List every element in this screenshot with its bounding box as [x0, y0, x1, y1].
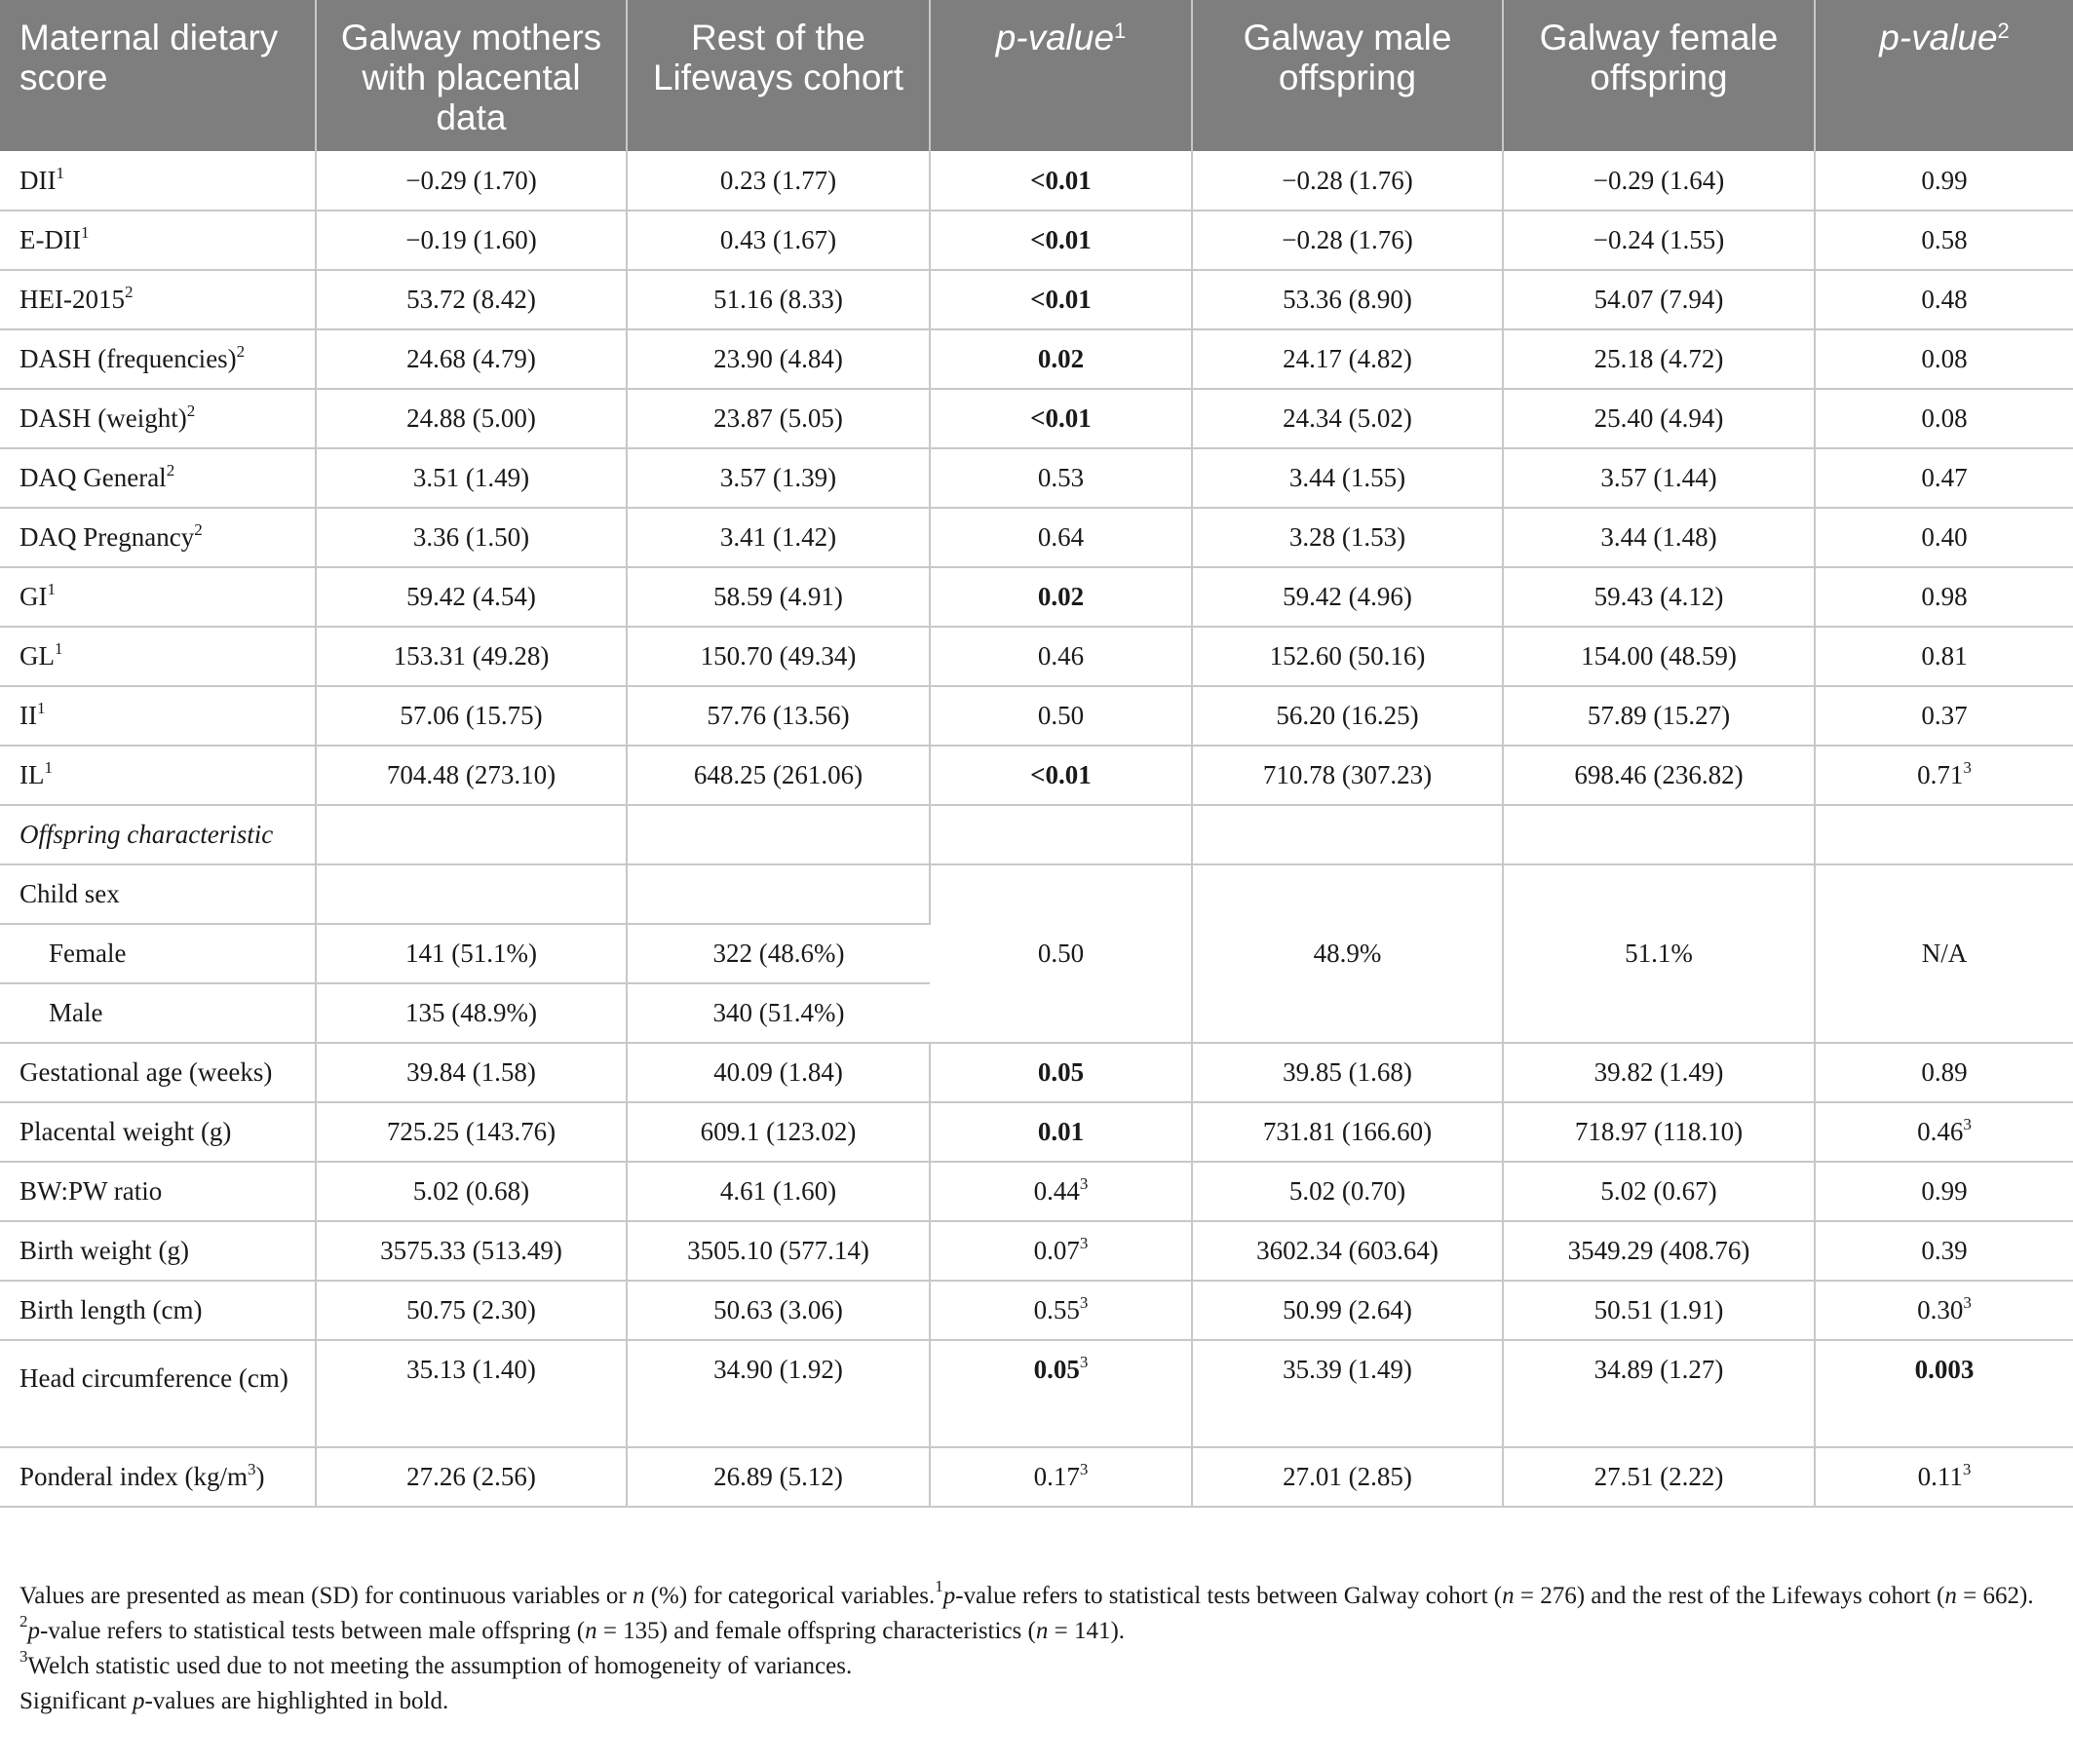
cell-rest: 51.16 (8.33)	[627, 270, 930, 329]
cell-galway: 135 (48.9%)	[316, 983, 627, 1043]
empty-cell	[1503, 805, 1815, 864]
cell-p-value-1	[930, 270, 1192, 329]
cell-p-value-2	[1815, 1221, 2073, 1281]
cell-p-value-1: 0.50	[930, 864, 1192, 1043]
section-label: Offspring characteristic	[0, 805, 316, 864]
cell-p-value-1	[930, 448, 1192, 508]
cell-male: 27.01 (2.85)	[1192, 1447, 1503, 1507]
p-value-text: 0.64	[1037, 522, 1085, 552]
cell-galway: 3575.33 (513.49)	[316, 1221, 627, 1281]
cell-female: −0.24 (1.55)	[1503, 211, 1815, 270]
p-value-text: 0.02	[1037, 582, 1085, 611]
row-label: Female	[0, 924, 316, 983]
cell-female: 34.89 (1.27)	[1503, 1340, 1815, 1447]
cell-male: −0.28 (1.76)	[1192, 211, 1503, 270]
cell-p-value-1	[930, 389, 1192, 448]
p-value-text: 0.30	[1917, 1295, 1964, 1324]
cell-female: 50.51 (1.91)	[1503, 1281, 1815, 1340]
cell-p-value-1	[930, 151, 1192, 211]
cell-rest: 150.70 (49.34)	[627, 627, 930, 686]
p-value-text: 0.01	[1037, 1117, 1085, 1146]
cell-p-value-1	[930, 567, 1192, 627]
cell-galway: −0.19 (1.60)	[316, 211, 627, 270]
header-rest-cohort: Rest of the Lifeways cohort	[627, 0, 930, 151]
table-row	[0, 746, 2073, 805]
footnote-marker: 2	[236, 342, 246, 361]
cell-galway: 153.31 (49.28)	[316, 627, 627, 686]
empty-cell	[316, 805, 627, 864]
child-sex-label: Child sex	[0, 864, 316, 924]
p-value-text: <0.01	[1030, 285, 1092, 314]
footnote-marker: 3	[1079, 1293, 1089, 1312]
table-row	[0, 389, 2073, 448]
cell-female: 57.89 (15.27)	[1503, 686, 1815, 746]
cell-female: 54.07 (7.94)	[1503, 270, 1815, 329]
empty-cell	[1815, 805, 2073, 864]
cell-p-value-2	[1815, 746, 2073, 805]
cell-p-value-2	[1815, 1281, 2073, 1340]
p-value-text: 0.48	[1921, 285, 1968, 314]
p-value-text: 0.71	[1917, 760, 1964, 789]
footnote-marker: 3	[1963, 1115, 1972, 1133]
p-value-text: 0.98	[1921, 582, 1968, 611]
cell-female: 25.18 (4.72)	[1503, 329, 1815, 389]
cell-male: 56.20 (16.25)	[1192, 686, 1503, 746]
cell-rest: 34.90 (1.92)	[627, 1340, 930, 1447]
row-label-text: BW:PW ratio	[19, 1176, 163, 1206]
cell-rest: 4.61 (1.60)	[627, 1162, 930, 1221]
header-galway-male: Galway male offspring	[1192, 0, 1503, 151]
footnote-values: Values are presented as mean (SD) for continuous variables or n (%) for categorical variables.$^1$p-value refers to statistical tests between Galway cohort (n = 276) and the rest of the Lifeways cohort (n = 662).	[19, 1577, 2034, 1609]
footnote-marker: 2	[194, 520, 203, 539]
cell-female: 5.02 (0.67)	[1503, 1162, 1815, 1221]
cell-male: −0.28 (1.76)	[1192, 151, 1503, 211]
cell-galway: 3.51 (1.49)	[316, 448, 627, 508]
cell-female: 25.40 (4.94)	[1503, 389, 1815, 448]
cell-female: 3549.29 (408.76)	[1503, 1221, 1815, 1281]
row-label	[0, 448, 316, 508]
row-label-text: DII	[19, 165, 57, 195]
p-value-text: <0.01	[1030, 760, 1092, 789]
p-value-text: <0.01	[1030, 225, 1092, 254]
row-label	[0, 389, 316, 448]
cell-galway: 5.02 (0.68)	[316, 1162, 627, 1221]
table-row	[0, 627, 2073, 686]
row-label	[0, 1281, 316, 1340]
cell-rest: 3505.10 (577.14)	[627, 1221, 930, 1281]
cell-p-value-1	[930, 1340, 1192, 1447]
cell-male: 48.9%	[1192, 864, 1503, 1043]
empty-cell	[1192, 805, 1503, 864]
cell-p-value-2: N/A	[1815, 864, 2073, 1043]
row-label-text: HEI-2015	[19, 285, 125, 314]
cell-rest: 23.90 (4.84)	[627, 329, 930, 389]
p-value-text: 0.89	[1921, 1057, 1968, 1087]
cell-p-value-2	[1815, 567, 2073, 627]
cell-p-value-2	[1815, 211, 2073, 270]
row-label-text: Gestational age (weeks)	[19, 1057, 273, 1087]
cell-rest: 340 (51.4%)	[627, 983, 930, 1043]
cell-male: 59.42 (4.96)	[1192, 567, 1503, 627]
row-label	[0, 627, 316, 686]
row-label-text: Head circumference (cm)	[19, 1363, 288, 1393]
row-label	[0, 686, 316, 746]
cell-p-value-1	[930, 1043, 1192, 1102]
p-value-text: 0.05	[1033, 1355, 1080, 1384]
header-p-value-1: p-value$^1$	[930, 0, 1192, 151]
cell-p-value-2	[1815, 329, 2073, 389]
cell-male: 35.39 (1.49)	[1192, 1340, 1503, 1447]
cell-female: 718.97 (118.10)	[1503, 1102, 1815, 1162]
footnote-marker: 3	[1962, 1460, 1972, 1478]
cell-rest: 0.43 (1.67)	[627, 211, 930, 270]
cell-male: 3.28 (1.53)	[1192, 508, 1503, 567]
cell-p-value-2	[1815, 686, 2073, 746]
cell-rest: 58.59 (4.91)	[627, 567, 930, 627]
cell-p-value-1	[930, 746, 1192, 805]
cell-male: 39.85 (1.68)	[1192, 1043, 1503, 1102]
p-value-text: 0.39	[1921, 1236, 1968, 1265]
row-label-text: IL	[19, 760, 45, 789]
cell-p-value-1	[930, 508, 1192, 567]
table-row	[0, 508, 2073, 567]
table-row	[0, 1162, 2073, 1221]
cell-galway: 35.13 (1.40)	[316, 1340, 627, 1447]
cell-male: 5.02 (0.70)	[1192, 1162, 1503, 1221]
cell-p-value-1	[930, 1281, 1192, 1340]
cell-p-value-2	[1815, 1340, 2073, 1447]
row-label	[0, 1102, 316, 1162]
table-row	[0, 1340, 2073, 1447]
row-label	[0, 1162, 316, 1221]
cell-galway: 24.68 (4.79)	[316, 329, 627, 389]
cell-female: 39.82 (1.49)	[1503, 1043, 1815, 1102]
p-value-text: 0.99	[1921, 165, 1968, 195]
table-row	[0, 151, 2073, 211]
p-value-text: 0.50	[1037, 701, 1085, 730]
header-p-value-2: p-value$^2$	[1815, 0, 2073, 151]
cell-galway: 59.42 (4.54)	[316, 567, 627, 627]
row-label-text: Ponderal index (kg/m	[19, 1462, 248, 1491]
cell-galway: 53.72 (8.42)	[316, 270, 627, 329]
footnote-marker: 3	[1963, 758, 1972, 777]
table-row	[0, 1043, 2073, 1102]
row-label	[0, 1221, 316, 1281]
footnote-marker: 3	[1963, 1293, 1972, 1312]
p-value-text: 0.08	[1921, 403, 1968, 433]
cell-rest: 3.57 (1.39)	[627, 448, 930, 508]
footnote-marker: 1	[55, 639, 63, 658]
cell-female: 3.44 (1.48)	[1503, 508, 1815, 567]
row-label-end: )	[255, 1462, 265, 1491]
table-footnotes	[19, 1579, 2056, 1719]
p-value-text: 0.17	[1033, 1462, 1080, 1491]
footnote-2: $^2$p-value refers to statistical tests between male offspring (n = 135) and female offspring characteristics (n = 141).	[19, 1612, 1126, 1644]
row-label	[0, 746, 316, 805]
row-label-text: Placental weight (g)	[19, 1117, 232, 1146]
p-value-text: 0.99	[1921, 1176, 1968, 1206]
cell-galway: 39.84 (1.58)	[316, 1043, 627, 1102]
empty-cell	[627, 805, 930, 864]
cell-male: 53.36 (8.90)	[1192, 270, 1503, 329]
p-value-text: 0.55	[1033, 1295, 1080, 1324]
footnote-4: Significant p-values are highlighted in bold.	[19, 1688, 449, 1714]
footnote-marker: 2	[166, 461, 175, 479]
cell-male: 24.34 (5.02)	[1192, 389, 1503, 448]
p-value-text: 0.11	[1917, 1462, 1963, 1491]
footnote-marker: 1	[80, 223, 90, 242]
cell-p-value-2	[1815, 627, 2073, 686]
header-maternal-score: Maternal dietary score	[0, 0, 316, 151]
header-galway-female: Galway female offspring	[1503, 0, 1815, 151]
cell-p-value-2	[1815, 508, 2073, 567]
row-label	[0, 1447, 316, 1507]
row-label-text: DAQ General	[19, 463, 167, 492]
p-value-text: 0.37	[1921, 701, 1968, 730]
p-value-text: 0.46	[1037, 641, 1085, 671]
p-value-text: 0.58	[1921, 225, 1968, 254]
cell-male: 710.78 (307.23)	[1192, 746, 1503, 805]
cell-galway: 141 (51.1%)	[316, 924, 627, 983]
p-value-text: 0.81	[1921, 641, 1968, 671]
cell-male: 731.81 (166.60)	[1192, 1102, 1503, 1162]
cell-rest: 50.63 (3.06)	[627, 1281, 930, 1340]
p-value-text: 0.46	[1917, 1117, 1964, 1146]
cell-rest: 26.89 (5.12)	[627, 1447, 930, 1507]
cell-female: 59.43 (4.12)	[1503, 567, 1815, 627]
p-value-text: 0.40	[1921, 522, 1968, 552]
cell-p-value-2	[1815, 1162, 2073, 1221]
cell-galway: 704.48 (273.10)	[316, 746, 627, 805]
table-row	[0, 329, 2073, 389]
cell-p-value-2	[1815, 1043, 2073, 1102]
row-label-text: GL	[19, 641, 55, 671]
cell-p-value-2	[1815, 270, 2073, 329]
cell-p-value-1	[930, 627, 1192, 686]
row-label-text: E-DII	[19, 225, 81, 254]
p-value-text: 0.44	[1033, 1176, 1080, 1206]
p-value-text: 0.07	[1033, 1236, 1080, 1265]
table-row	[0, 567, 2073, 627]
row-label-text: DASH (frequencies)	[19, 344, 237, 373]
row-label	[0, 270, 316, 329]
child-sex-row	[0, 864, 2073, 924]
cell-p-value-2	[1815, 1102, 2073, 1162]
header-galway-mothers: Galway mothers with placental data	[316, 0, 627, 151]
p-value-text: <0.01	[1030, 403, 1092, 433]
row-label	[0, 567, 316, 627]
table-row	[0, 1221, 2073, 1281]
p-value-text: 0.05	[1037, 1057, 1085, 1087]
footnote-marker: 1	[36, 699, 46, 717]
cell-male: 3.44 (1.55)	[1192, 448, 1503, 508]
cell-p-value-2	[1815, 448, 2073, 508]
row-label-text: DAQ Pregnancy	[19, 522, 195, 552]
footnote-marker: 3	[1079, 1174, 1089, 1193]
row-label-text: DASH (weight)	[19, 403, 187, 433]
cell-rest: 23.87 (5.05)	[627, 389, 930, 448]
cell-female: 3.57 (1.44)	[1503, 448, 1815, 508]
table-row	[0, 686, 2073, 746]
cell-female: 27.51 (2.22)	[1503, 1447, 1815, 1507]
cell-rest: 3.41 (1.42)	[627, 508, 930, 567]
table-row	[0, 1447, 2073, 1507]
cell-female: 154.00 (48.59)	[1503, 627, 1815, 686]
table-row	[0, 270, 2073, 329]
footnote-marker: 2	[124, 283, 134, 301]
cell-galway: −0.29 (1.70)	[316, 151, 627, 211]
table-row	[0, 1281, 2073, 1340]
p-value-text: 0.53	[1037, 463, 1085, 492]
cell-p-value-2	[1815, 151, 2073, 211]
row-label-text: Birth length (cm)	[19, 1295, 203, 1324]
cell-p-value-1	[930, 329, 1192, 389]
cell-galway: 57.06 (15.75)	[316, 686, 627, 746]
p-value-text: 0.47	[1921, 463, 1968, 492]
cell-p-value-1	[930, 1102, 1192, 1162]
row-label	[0, 1043, 316, 1102]
cell-rest: 648.25 (261.06)	[627, 746, 930, 805]
cell-p-value-1	[930, 1221, 1192, 1281]
cell-p-value-1	[930, 1447, 1192, 1507]
cell-p-value-1	[930, 686, 1192, 746]
table-row	[0, 1102, 2073, 1162]
cell-rest: 322 (48.6%)	[627, 924, 930, 983]
footnote-marker: 1	[44, 758, 53, 777]
footnote-3: $^3$Welch statistic used due to not meeting the assumption of homogeneity of variances.	[19, 1647, 853, 1679]
row-label	[0, 1340, 316, 1447]
cell-female: −0.29 (1.64)	[1503, 151, 1815, 211]
header-row	[0, 0, 2073, 151]
p-value-text: 0.08	[1921, 344, 1968, 373]
table-row	[0, 211, 2073, 270]
cell-p-value-2	[1815, 389, 2073, 448]
p-value-text: <0.01	[1030, 165, 1092, 195]
footnote-marker: 3	[1079, 1460, 1089, 1478]
cell-p-value-1	[930, 1162, 1192, 1221]
empty-cell	[316, 864, 627, 924]
footnote-marker: 1	[56, 163, 64, 182]
cell-male: 152.60 (50.16)	[1192, 627, 1503, 686]
row-label-text: II	[19, 701, 37, 730]
cell-p-value-2	[1815, 1447, 2073, 1507]
footnote-marker: 2	[186, 402, 196, 420]
cell-rest: 40.09 (1.84)	[627, 1043, 930, 1102]
cell-rest: 609.1 (123.02)	[627, 1102, 930, 1162]
cell-male: 3602.34 (603.64)	[1192, 1221, 1503, 1281]
row-label	[0, 211, 316, 270]
table-row	[0, 448, 2073, 508]
row-label-text: GI	[19, 582, 48, 611]
cell-female: 51.1%	[1503, 864, 1815, 1043]
row-label-text: Birth weight (g)	[19, 1236, 189, 1265]
footnote-marker: 3	[1079, 1353, 1089, 1371]
p-value-text: 0.003	[1914, 1355, 1975, 1384]
cell-galway: 24.88 (5.00)	[316, 389, 627, 448]
empty-cell	[930, 805, 1192, 864]
footnote-marker: 3	[1079, 1234, 1089, 1252]
row-label	[0, 151, 316, 211]
cell-rest: 57.76 (13.56)	[627, 686, 930, 746]
cell-female: 698.46 (236.82)	[1503, 746, 1815, 805]
p-value-text: 0.02	[1037, 344, 1085, 373]
section-row	[0, 805, 2073, 864]
cell-male: 50.99 (2.64)	[1192, 1281, 1503, 1340]
empty-cell	[627, 864, 930, 924]
cell-rest: 0.23 (1.77)	[627, 151, 930, 211]
row-label: Male	[0, 983, 316, 1043]
row-label	[0, 329, 316, 389]
cell-male: 24.17 (4.82)	[1192, 329, 1503, 389]
cell-galway: 3.36 (1.50)	[316, 508, 627, 567]
cell-p-value-1	[930, 211, 1192, 270]
footnote-marker: 1	[47, 580, 56, 598]
footnote-marker: 3	[247, 1460, 256, 1478]
row-label	[0, 508, 316, 567]
cell-galway: 27.26 (2.56)	[316, 1447, 627, 1507]
cell-galway: 725.25 (143.76)	[316, 1102, 627, 1162]
cell-galway: 50.75 (2.30)	[316, 1281, 627, 1340]
